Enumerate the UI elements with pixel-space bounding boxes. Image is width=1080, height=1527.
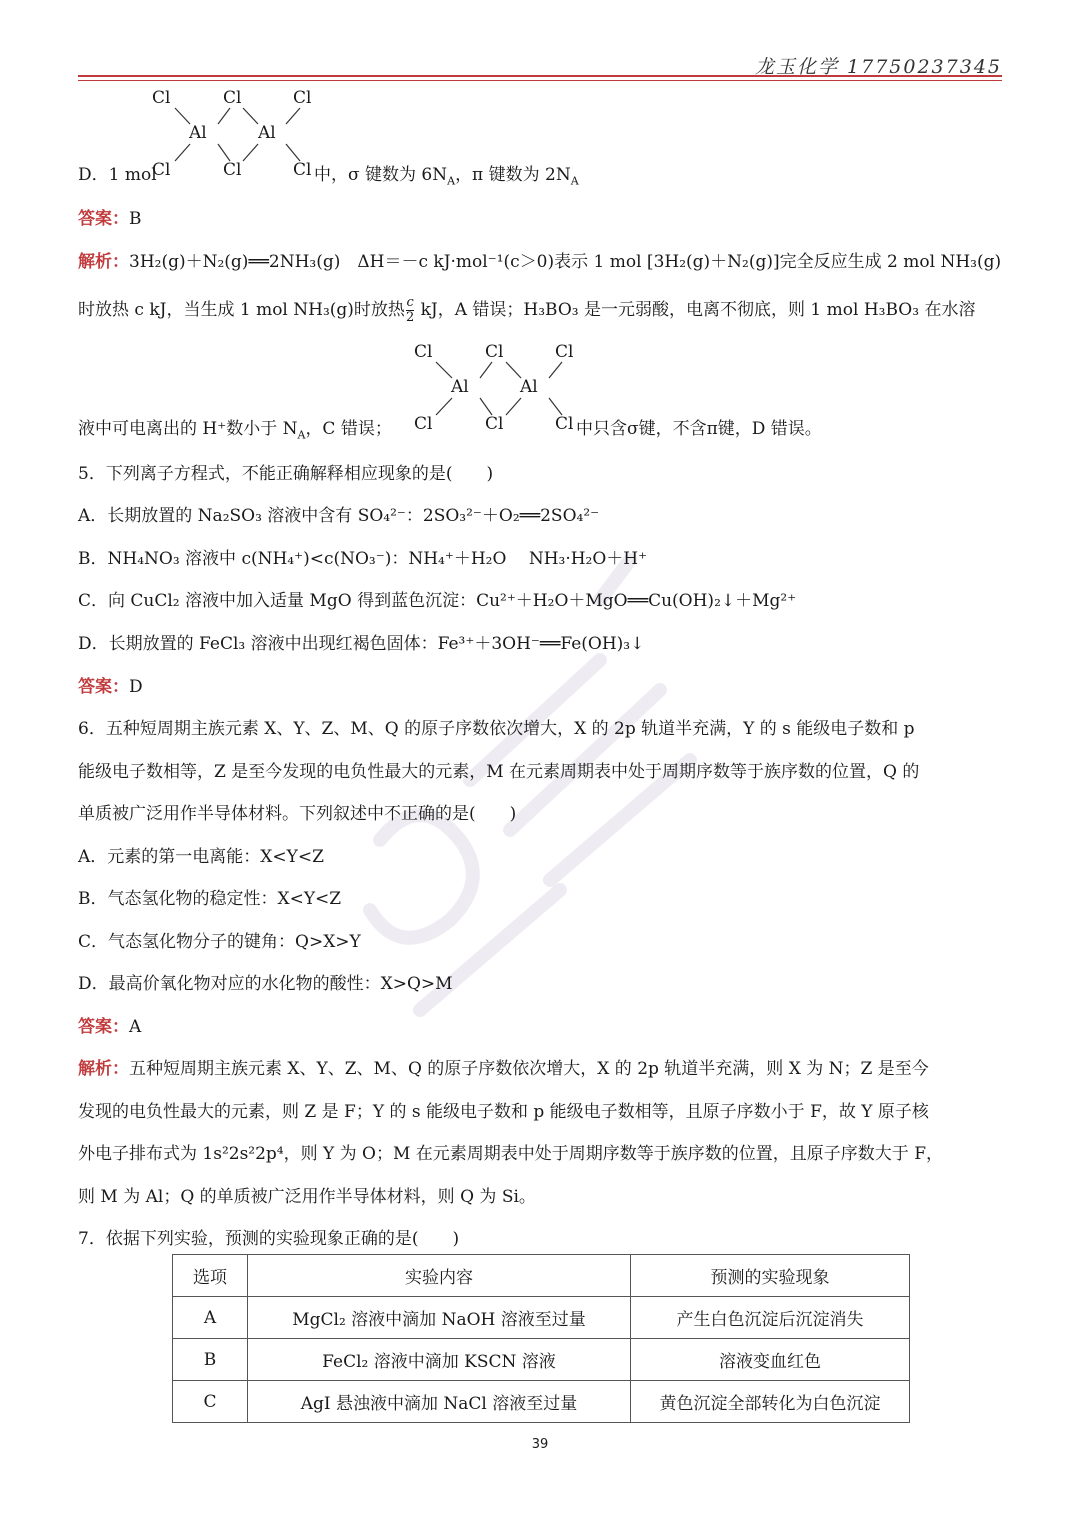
q5-answer bbox=[78, 672, 1002, 697]
option-d-suffix: 中，σ 键数为 6N bbox=[314, 165, 448, 185]
table-cell: FeCl₂ 溶液中滴加 KSCN 溶液 bbox=[248, 1339, 631, 1381]
q4-answer bbox=[78, 204, 1002, 229]
subscript-a: A bbox=[570, 174, 579, 188]
q4-analysis-line2 bbox=[78, 295, 1002, 325]
atom-cl: Cl bbox=[293, 88, 312, 108]
atom-cl: Cl bbox=[485, 414, 504, 434]
q6-analysis-line4: 则 M 为 Al；Q 的单质被广泛用作半导体材料，则 Q 为 Si。 bbox=[78, 1187, 536, 1207]
atom-al: Al bbox=[520, 377, 538, 397]
header-rule-thin bbox=[78, 80, 1002, 81]
q6-option-c: C．气态氢化物分子的键角：Q>X>Y bbox=[78, 932, 361, 952]
q4-analysis-line1 bbox=[78, 247, 1002, 272]
atom-cl: Cl bbox=[293, 160, 312, 180]
q6-option-d: D．最高价氧化物对应的水化物的酸性：X>Q>M bbox=[78, 974, 453, 994]
atom-cl: Cl bbox=[414, 414, 433, 434]
page-number: 39 bbox=[531, 1437, 549, 1452]
atom-cl: Cl bbox=[414, 342, 433, 362]
q4-analysis-line3-tail: 中只含σ键，不含π键，D 错误。 bbox=[576, 419, 822, 439]
fraction-numerator: c bbox=[406, 295, 414, 310]
al2cl6-structure-option-d bbox=[78, 86, 638, 186]
analysis-label: 解析： bbox=[78, 1059, 129, 1079]
q6-stem-line2: 能级电子数相等，Z 是至今发现的电负性最大的元素，M 在元素周期表中处于周期序数等于族序数的位置，Q 的 bbox=[78, 762, 920, 782]
q6-analysis-line1 bbox=[78, 1054, 1002, 1079]
analysis-text: kJ，A 错误；H₃BO₃ 是一元弱酸，电离不彻底，则 1 mol H₃BO₃ 在水溶 bbox=[415, 300, 976, 320]
atom-cl: Cl bbox=[152, 88, 171, 108]
q6-analysis-line3: 外电子排布式为 1s²2s²2p⁴，则 Y 为 O；M 在元素周期表中处于周期序数等于族序数的位置，且原子序数大于 F， bbox=[78, 1144, 944, 1164]
header-rule bbox=[78, 75, 1002, 77]
q5-option-d: D．长期放置的 FeCl₃ 溶液中出现红褐色固体：Fe³⁺＋3OH⁻══Fe(OH)₃↓ bbox=[78, 634, 645, 654]
subscript-a: A bbox=[447, 174, 456, 188]
table-header-cell: 预测的实验现象 bbox=[631, 1255, 910, 1297]
q6-option-a: A．元素的第一电离能：X<Y<Z bbox=[78, 847, 324, 867]
table-header-row bbox=[173, 1255, 910, 1297]
experiment-table bbox=[172, 1254, 910, 1423]
analysis-text: 3H₂(g)＋N₂(g)══2NH₃(g) ΔH＝－c kJ·mol⁻¹(c＞0)表示 1 mol [3H₂(g)＋N₂(g)]完全反应生成 2 mol NH₃(g) bbox=[129, 252, 1002, 272]
table-row bbox=[173, 1381, 910, 1423]
q6-stem-line3: 单质被广泛用作半导体材料。下列叙述中不正确的是( ) bbox=[78, 804, 517, 824]
table-row bbox=[173, 1297, 910, 1339]
q5-stem: 5．下列离子方程式，不能正确解释相应现象的是( ) bbox=[78, 464, 494, 484]
answer-label: 答案： bbox=[78, 677, 129, 697]
q5-option-c: C．向 CuCl₂ 溶液中加入适量 MgO 得到蓝色沉淀：Cu²⁺＋H₂O＋MgO══Cu(OH)₂↓＋Mg²⁺ bbox=[78, 591, 797, 611]
atom-al: Al bbox=[189, 123, 207, 143]
atom-cl: Cl bbox=[223, 160, 242, 180]
option-d-mid: ，π 键数为 2N bbox=[455, 165, 571, 185]
atom-cl: Cl bbox=[223, 88, 242, 108]
table-cell: B bbox=[173, 1339, 248, 1381]
option-d-prefix: D．1 mol bbox=[78, 165, 157, 185]
table-cell: 黄色沉淀全部转化为白色沉淀 bbox=[631, 1381, 910, 1423]
atom-al: Al bbox=[258, 123, 276, 143]
analysis-label: 解析： bbox=[78, 252, 129, 272]
table-cell: AgI 悬浊液中滴加 NaCl 溶液至过量 bbox=[248, 1381, 631, 1423]
answer-label: 答案： bbox=[78, 209, 129, 229]
answer-value: B bbox=[129, 209, 142, 229]
q5-option-a: A．长期放置的 Na₂SO₃ 溶液中含有 SO₄²⁻：2SO₃²⁻＋O₂══2SO₄²⁻ bbox=[78, 506, 600, 526]
table-cell: C bbox=[173, 1381, 248, 1423]
analysis-text: ，C 错误； bbox=[305, 419, 392, 439]
analysis-text: 液中可电离出的 H⁺数小于 N bbox=[78, 419, 298, 439]
analysis-text: 时放热 c kJ，当生成 1 mol NH₃(g)时放热 bbox=[78, 300, 405, 320]
table-header-cell: 实验内容 bbox=[248, 1255, 631, 1297]
atom-al: Al bbox=[451, 377, 469, 397]
q7-stem: 7．依据下列实验，预测的实验现象正确的是( ) bbox=[78, 1229, 460, 1249]
table-cell: 产生白色沉淀后沉淀消失 bbox=[631, 1297, 910, 1339]
option-d-text bbox=[314, 160, 579, 187]
q6-analysis-line2: 发现的电负性最大的元素，则 Z 是 F；Y 的 s 能级电子数和 p 能级电子数相等，且原子序数小于 F，故 Y 原子核 bbox=[78, 1102, 929, 1122]
subscript-a: A bbox=[297, 428, 306, 442]
q6-stem-line1: 6．五种短周期主族元素 X、Y、Z、M、Q 的原子序数依次增大，X 的 2p 轨道半充满，Y 的 s 能级电子数和 p bbox=[78, 719, 915, 739]
table-cell: 溶液变血红色 bbox=[631, 1339, 910, 1381]
q5-option-b: B．NH₄NO₃ 溶液中 c(NH₄⁺)<c(NO₃⁻)：NH₄⁺＋H₂O NH₃·H₂O＋H⁺ bbox=[78, 549, 648, 569]
table-header-cell: 选项 bbox=[173, 1255, 248, 1297]
fraction-denominator: 2 bbox=[405, 310, 415, 325]
fraction-c-over-2 bbox=[406, 296, 414, 325]
q4-analysis-line3 bbox=[78, 414, 392, 441]
analysis-text: 五种短周期主族元素 X、Y、Z、M、Q 的原子序数依次增大，X 的 2p 轨道半充满，则 X 为 N；Z 是至今 bbox=[129, 1059, 929, 1079]
answer-value: A bbox=[129, 1017, 142, 1037]
atom-cl: Cl bbox=[485, 342, 504, 362]
table-row bbox=[173, 1339, 910, 1381]
table-cell: MgCl₂ 溶液中滴加 NaOH 溶液至过量 bbox=[248, 1297, 631, 1339]
q6-answer bbox=[78, 1012, 1002, 1037]
answer-value: D bbox=[129, 677, 143, 697]
answer-label: 答案： bbox=[78, 1017, 129, 1037]
q6-option-b: B．气态氢化物的稳定性：X<Y<Z bbox=[78, 889, 342, 909]
atom-cl: Cl bbox=[555, 414, 574, 434]
table-cell: A bbox=[173, 1297, 248, 1339]
header-brand: 龙玉化学 17750237345 bbox=[754, 56, 1002, 78]
atom-cl: Cl bbox=[555, 342, 574, 362]
atom-cl: Cl bbox=[152, 160, 171, 180]
